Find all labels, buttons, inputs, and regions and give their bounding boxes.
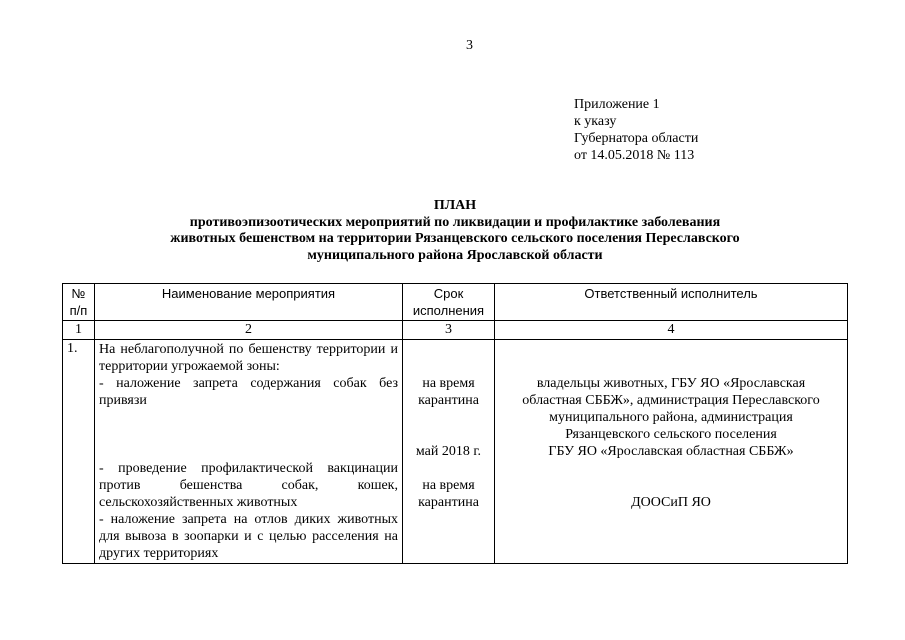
header-responsible: Ответственный исполнитель bbox=[495, 284, 848, 321]
resp-item-2: ГБУ ЯО «Ярославская областная СББЖ» bbox=[548, 444, 794, 459]
title-line-4: муниципального района Ярославской области bbox=[307, 247, 603, 263]
appendix-note bbox=[574, 96, 698, 164]
col-number: 4 bbox=[495, 321, 848, 340]
col-number: 2 bbox=[95, 321, 403, 340]
document-title bbox=[100, 198, 810, 264]
term-item-3: на время карантина bbox=[418, 478, 479, 510]
table-header-row bbox=[63, 284, 848, 321]
appendix-line-4: от 14.05.2018 № 113 bbox=[574, 148, 695, 163]
row-num: 1. bbox=[63, 340, 95, 564]
term-item-1: на время карантина bbox=[418, 376, 479, 408]
header-name: Наименование мероприятия bbox=[95, 284, 403, 321]
resp-item-3: ДООСиП ЯО bbox=[631, 495, 711, 510]
plan-table bbox=[62, 283, 848, 564]
measure-item-2: - проведение профилактической вакцинации против бешенства собак, кошек, сельскохозяйственных животных bbox=[99, 461, 398, 510]
page-number: 3 bbox=[466, 38, 473, 53]
table-row bbox=[63, 340, 848, 564]
row-responsible bbox=[495, 340, 848, 564]
row-measures bbox=[95, 340, 403, 564]
resp-item-1: владельцы животных, ГБУ ЯО «Ярославская областная СББЖ», администрация Переславского муниципального района, администрация Рязанцевского сельского поселения bbox=[522, 376, 820, 442]
title-line-2: противоэпизоотических мероприятий по ликвидации и профилактике заболевания bbox=[189, 214, 721, 230]
header-term: Срок исполнения bbox=[403, 284, 495, 321]
row-terms bbox=[403, 340, 495, 564]
measure-intro: На неблагополучной по бешенству территории и территории угрожаемой зоны: bbox=[99, 342, 398, 374]
measure-item-3: - наложение запрета на отлов диких животных для вывоза в зоопарки и с целью расселения на других территориях bbox=[99, 512, 398, 561]
col-number: 3 bbox=[403, 321, 495, 340]
column-numbers-row bbox=[63, 321, 848, 340]
title-line-3: животных бешенством на территории Рязанцевского сельского поселения Переславского bbox=[170, 231, 740, 246]
appendix-line-2: к указу bbox=[574, 114, 617, 129]
measure-item-1: - наложение запрета содержания собак без привязи bbox=[99, 376, 398, 408]
header-num: № п/п bbox=[63, 284, 95, 321]
term-item-2: май 2018 г. bbox=[415, 444, 482, 459]
col-number: 1 bbox=[63, 321, 95, 340]
appendix-line-1: Приложение 1 bbox=[574, 97, 660, 112]
title-line-1: ПЛАН bbox=[433, 198, 477, 213]
appendix-line-3: Губернатора области bbox=[574, 131, 699, 146]
